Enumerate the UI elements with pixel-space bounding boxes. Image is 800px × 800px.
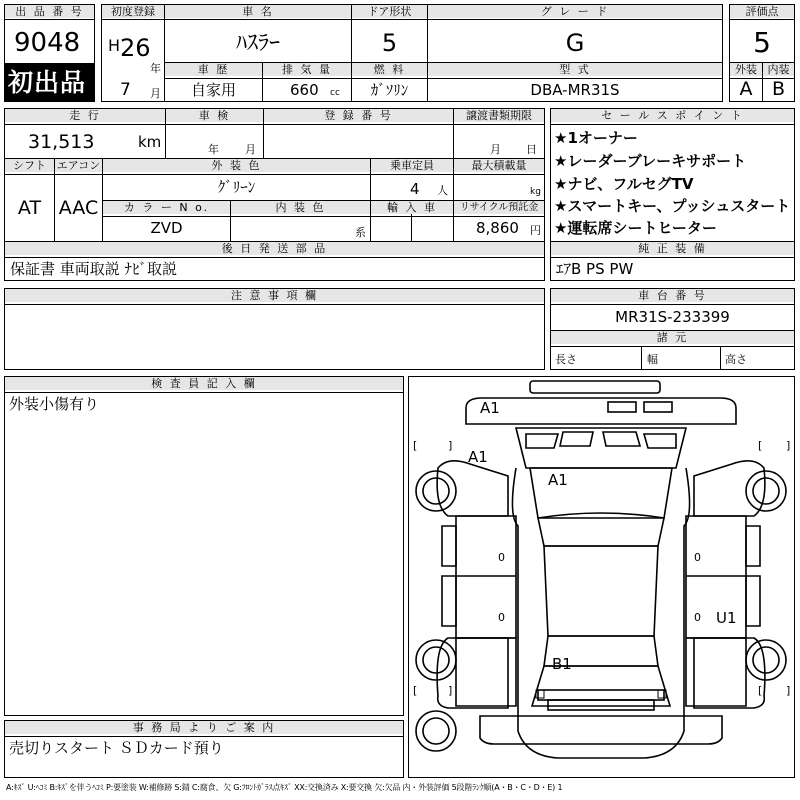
bracket-mark: ] (786, 439, 791, 452)
legend: A:ｷｽﾞ U:ﾍｺﾐ B:ｷｽﾞを伴うﾍｺﾐ P:要塗装 W:補修跡 S:錆 C:腐食、欠 G:ﾌﾛﾝﾄｶﾞﾗｽ点ｷｽﾞ XX:交換済み X:要交換 欠:欠品 内・外装評価 5段階ﾗﾝｸ順(A・B・C・D・E) 1 (6, 783, 563, 792)
transfer-day-unit: 日 (526, 143, 537, 156)
doors-value: 5 (381, 29, 398, 57)
int-score-label: 内装 (763, 63, 794, 76)
damage-mark: A1 (468, 448, 488, 466)
bracket-mark: [ (758, 684, 763, 697)
damage-mark: A1 (480, 399, 500, 417)
grade-value: G (565, 29, 585, 57)
transfer-deadline-label: 譲渡書類期限 (454, 109, 544, 122)
dimensions-label: 諸 元 (551, 331, 794, 344)
shift-label: シフト (5, 159, 54, 172)
inspection-month-unit: 月 (245, 143, 256, 156)
aircon-label: エアコン (56, 159, 101, 172)
history-label: 車 歴 (165, 63, 262, 76)
registration-year: 26 (120, 34, 151, 62)
ext-score-label: 外装 (730, 63, 762, 76)
lot-number: 9048 (14, 28, 81, 58)
score-value: 5 (753, 26, 771, 59)
score-label: 評価点 (730, 5, 794, 18)
chassis-label: 車 台 番 号 (551, 289, 794, 302)
lot-number-label: 出 品 番 号 (5, 5, 94, 18)
color-no-value: ZVD (150, 219, 183, 237)
car-name-value: ﾊｽﾗｰ (235, 31, 280, 56)
sales-point-item: ★ナビ、フルセグTV (554, 175, 694, 193)
door-marker: 0 (694, 611, 701, 624)
fuel-value: ｶﾞｿﾘﾝ (370, 81, 409, 99)
sales-point-item: ★スマートキー、プッシュスタート (554, 197, 791, 215)
registration-era: H (108, 36, 121, 55)
exterior-color-value: ｸﾞﾘｰﾝ (217, 178, 256, 196)
bracket-mark: ] (448, 439, 453, 452)
bracket-mark: ] (786, 684, 791, 697)
ext-score-value: A (739, 78, 753, 100)
genuine-equipment-value: ｴｱB PS PW (556, 260, 634, 278)
registration-month-unit: 月 (150, 87, 161, 100)
bracket-mark: [ (758, 439, 763, 452)
capacity-label: 乗車定員 (371, 159, 453, 172)
capacity-value: 4 (410, 180, 420, 198)
bracket-mark: [ (413, 684, 418, 697)
registration-label: 初度登録 (102, 5, 164, 18)
displacement-value: 660 (290, 81, 319, 99)
width-label: 幅 (647, 353, 658, 366)
recycle-unit: 円 (530, 224, 541, 237)
mileage-unit: km (138, 133, 162, 151)
car-name-label: 車 名 (165, 5, 351, 18)
model-type-label: 型 式 (428, 63, 722, 76)
later-parts-label: 後 日 発 送 部 品 (5, 242, 544, 255)
damage-mark: A1 (548, 471, 568, 489)
registration-year-unit: 年 (150, 62, 161, 75)
door-marker: 0 (694, 551, 701, 564)
aircon-value: AAC (58, 197, 99, 219)
bracket-mark: [ (413, 439, 418, 452)
height-label: 高さ (725, 353, 747, 366)
displacement-label: 排 気 量 (263, 63, 351, 76)
mileage-value: 31,513 (28, 131, 95, 153)
registration-month: 7 (120, 80, 131, 100)
later-parts-value: 保証書 車両取説 ﾅﾋﾞ取説 (10, 260, 178, 278)
recycle-value: 8,860 (476, 219, 519, 237)
genuine-equipment-label: 純 正 装 備 (551, 242, 794, 255)
displacement-unit: cc (330, 88, 340, 98)
max-load-unit: kg (530, 187, 541, 197)
recycle-label: リサイクル預託金 (454, 201, 544, 214)
history-value: 自家用 (190, 81, 236, 99)
sales-point-item: ★運転席シートヒーター (554, 219, 717, 237)
import-label: 輸 入 車 (371, 201, 453, 214)
plate-label: 登 録 番 号 (264, 109, 453, 122)
inspection-label: 車 検 (166, 109, 263, 122)
doors-label: ドア形状 (352, 5, 427, 18)
model-type-value: DBA-MR31S (530, 81, 620, 99)
door-marker: 0 (498, 611, 505, 624)
transfer-month-unit: 月 (490, 143, 501, 156)
grade-label: グ レ ー ド (428, 5, 722, 18)
capacity-unit: 人 (437, 184, 448, 197)
interior-color-suffix: 系 (355, 226, 366, 239)
sales-point-item: ★1オーナー (554, 129, 638, 147)
length-label: 長さ (555, 353, 577, 366)
chassis-value: MR31S-233399 (615, 308, 730, 326)
exterior-color-label: 外 装 色 (103, 159, 370, 172)
interior-color-label: 内 装 色 (231, 201, 370, 214)
inspector-value: 外装小傷有り (9, 395, 100, 413)
inspection-year-unit: 年 (208, 143, 219, 156)
notes-label: 注 意 事 項 欄 (5, 289, 544, 302)
int-score-value: B (771, 78, 786, 100)
damage-mark: B1 (552, 655, 572, 673)
car-diagram (408, 376, 795, 778)
inspector-box (4, 376, 404, 716)
max-load-label: 最大積載量 (454, 159, 544, 172)
color-no-label: カ ラ ー N o. (103, 201, 230, 214)
sales-points-label: セ ー ル ス ポ イ ン ト (551, 109, 794, 122)
shift-value: AT (17, 197, 42, 219)
door-marker: 0 (498, 551, 505, 564)
first-listing-text: 初出品 (8, 68, 87, 97)
sales-point-item: ★レーダーブレーキサポート (554, 152, 747, 170)
office-value: 売切りスタート ＳＤカード預り (9, 739, 224, 757)
fuel-label: 燃 料 (352, 63, 427, 76)
bracket-mark: ] (448, 684, 453, 697)
office-label: 事 務 局 よ り ご 案 内 (5, 721, 403, 734)
inspector-label: 検 査 員 記 入 欄 (5, 377, 403, 390)
damage-mark: U1 (716, 609, 737, 627)
mileage-label: 走 行 (5, 109, 165, 122)
